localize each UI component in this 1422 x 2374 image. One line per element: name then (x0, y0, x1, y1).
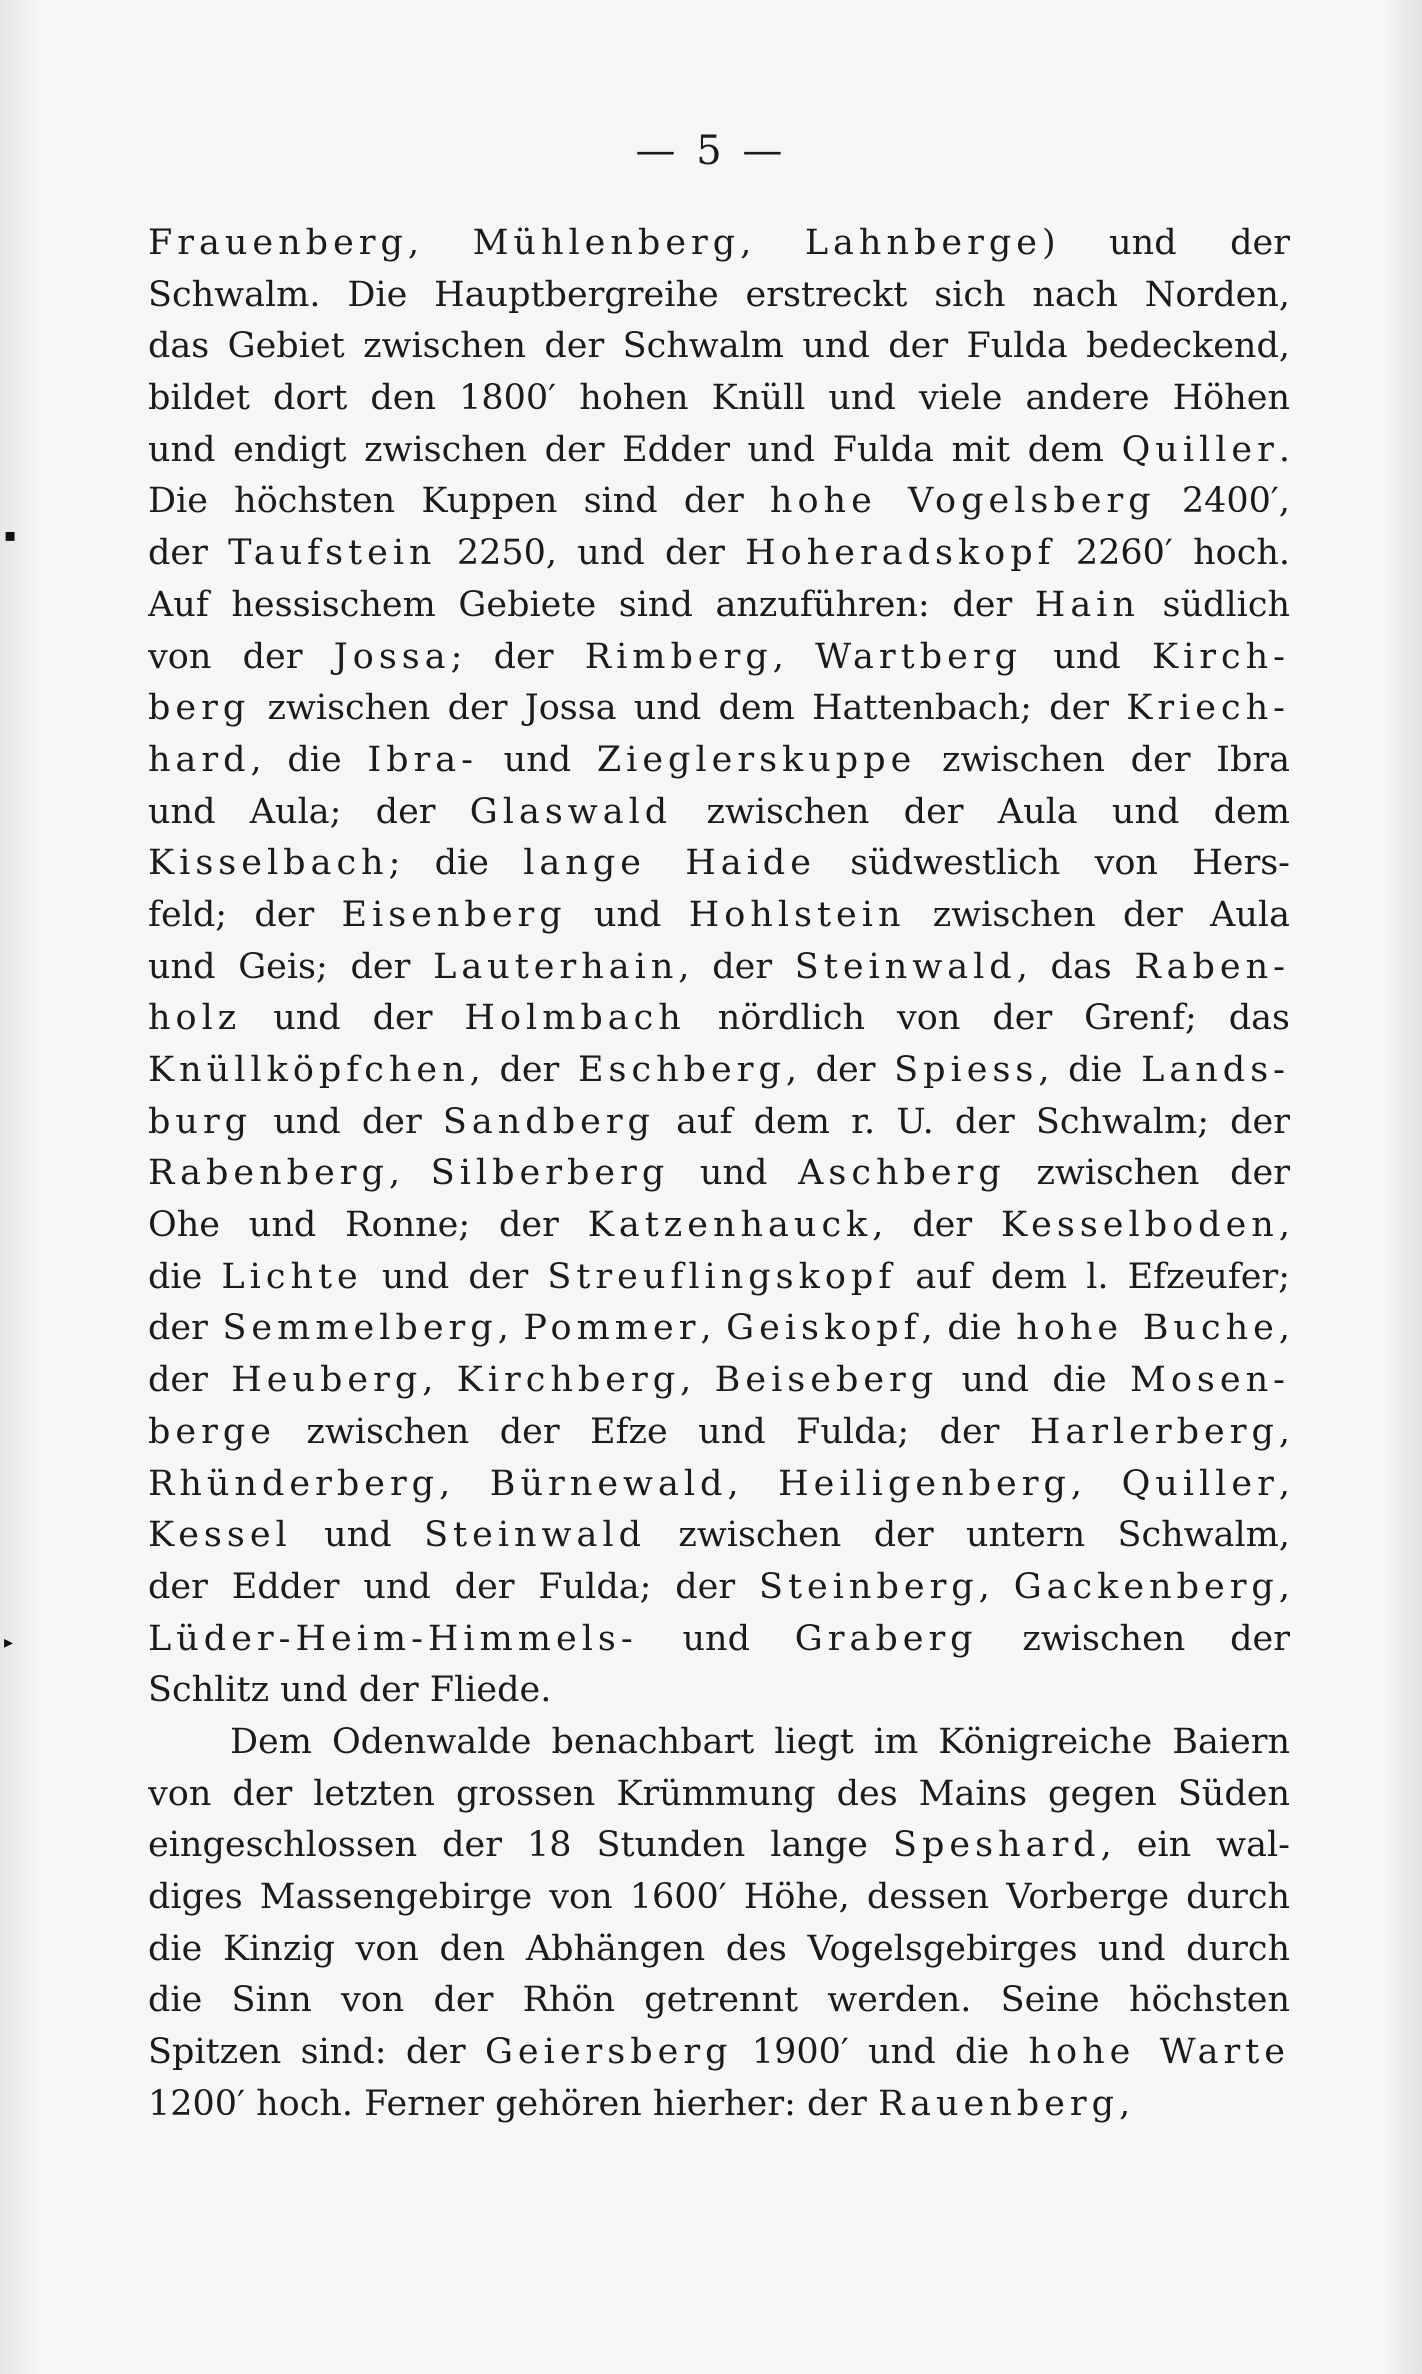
spaced-term: Kesselboden (1000, 1205, 1279, 1246)
text-run: , (1278, 1411, 1290, 1452)
spaced-term: lange Haide (523, 843, 816, 884)
spaced-term: Steinberg (758, 1566, 979, 1607)
spaced-term: Steinwald (424, 1515, 646, 1556)
spaced-term: Steinwald (794, 946, 1017, 987)
text-run: , ein wal- (1100, 1825, 1290, 1866)
text-line (148, 1303, 1290, 1355)
text-run: der Edder und der Fulda; der (148, 1566, 759, 1607)
text-run: und endigt zwischen der Edder und Fulda mit dem (148, 429, 1122, 470)
spaced-term: Geiersberg (484, 2032, 733, 2073)
text-run: und (669, 1153, 799, 1194)
text-line (148, 787, 1290, 839)
text-run: und der (241, 998, 465, 1039)
text-run: und (637, 1618, 795, 1659)
text-line (148, 993, 1290, 1045)
text-line (148, 1097, 1290, 1149)
spaced-term: Rimberg (584, 636, 773, 677)
text-line (148, 1407, 1290, 1459)
text-line (148, 1769, 1290, 1821)
spaced-term: Lahnberge (804, 223, 1042, 263)
text-run: nördlich von der Grenf; das (685, 998, 1290, 1039)
text-line (148, 425, 1290, 477)
spaced-term: Heuberg (231, 1360, 423, 1401)
body-text (148, 218, 1290, 2130)
text-run: , der (872, 1205, 1001, 1246)
spaced-term: Mosen- (1130, 1360, 1290, 1401)
text-run: , (388, 1153, 431, 1194)
spaced-term: Jossa (333, 636, 451, 677)
text-run: , (772, 636, 816, 677)
text-run: Spitzen sind: der (148, 2032, 485, 2073)
text-line (148, 1820, 1290, 1872)
text-line (148, 1562, 1290, 1614)
spaced-term: Katzenhauck (587, 1205, 873, 1246)
spaced-term: Holmbach (464, 998, 686, 1039)
text-run: Dem Odenwalde benachbart liegt im Königreiche Baiern (230, 1721, 1290, 1762)
spaced-term: Pommer (523, 1308, 701, 1349)
spaced-term: Wartberg (815, 636, 1022, 677)
page-number: — 5 — (635, 128, 787, 174)
text-run: Ohe und Ronne; der (148, 1205, 588, 1246)
text-run: der (148, 1308, 223, 1349)
text-run: zwischen der (977, 1618, 1290, 1659)
text-run: der (148, 1360, 232, 1401)
text-run: und (1021, 636, 1152, 677)
spaced-term: Kirch- (1151, 636, 1290, 677)
text-line (148, 373, 1290, 425)
text-run: , die (921, 1308, 1017, 1349)
spaced-term: Gackenberg (1013, 1566, 1279, 1607)
spaced-term: Zieglerskuppe (596, 739, 917, 780)
spaced-term: Kriech- (1126, 688, 1290, 729)
text-run: zwischen der untern Schwalm, (645, 1515, 1290, 1556)
text-run: der (148, 533, 229, 574)
text-run: , das (1016, 946, 1135, 987)
text-run: und die (938, 1360, 1131, 1401)
text-run: , (1278, 1308, 1290, 1349)
text-run: und (291, 1515, 425, 1556)
text-run: 2250, und der (436, 533, 746, 574)
text-run: die Sinn von der Rhön getrennt werden. Seine höchsten (148, 1980, 1290, 2021)
spaced-term: Kirchberg (456, 1360, 681, 1401)
text-line (148, 1975, 1290, 2027)
text-run: und (477, 739, 597, 780)
text-run: Die höchsten Kuppen sind der (148, 481, 770, 522)
text-run: und Aula; der (148, 791, 470, 832)
text-line (148, 735, 1290, 787)
text-run: eingeschlossen der 18 Stunden lange (148, 1825, 893, 1866)
spaced-term: Quiller (1121, 429, 1279, 470)
text-line (148, 580, 1290, 632)
text-run: , die (250, 739, 368, 780)
text-line (148, 1459, 1290, 1511)
spaced-term: Ibra- (367, 739, 478, 780)
text-run: zwischen der Jossa und dem Hattenbach; der (250, 688, 1127, 729)
spaced-term: Hohlstein (688, 894, 906, 935)
spaced-term: Frauenberg (148, 223, 408, 263)
text-line (148, 218, 1290, 270)
text-run: und der (362, 1256, 548, 1297)
text-run: , (407, 223, 473, 263)
spaced-term: Silberberg (430, 1153, 670, 1194)
text-run: zwischen der Aula und dem (672, 791, 1290, 832)
text-run: , der (469, 1050, 578, 1090)
text-run: , (1278, 1205, 1290, 1246)
spaced-term: Harlerberg (1029, 1411, 1279, 1452)
spaced-term: Rhünderberg (148, 1463, 440, 1504)
text-run: , (422, 1360, 457, 1401)
text-run: 2400′, (1155, 481, 1290, 522)
spaced-term: Sandberg (442, 1101, 655, 1142)
text-line (148, 683, 1290, 735)
text-run: bildet dort den 1800′ hohen Knüll und viele andere Höhen (148, 378, 1290, 419)
text-run: , (1070, 1463, 1122, 1504)
spaced-term: Bürnewald (489, 1463, 728, 1504)
spaced-term: hohe Vogelsberg (769, 481, 1156, 522)
spaced-term: Geiskopf (726, 1308, 922, 1349)
text-run: auf dem l. Efzeufer; (896, 1256, 1290, 1297)
spaced-term: Mühlenberg (472, 223, 741, 263)
text-run: ) und der (1041, 223, 1290, 263)
text-run: die (148, 1256, 222, 1297)
spaced-term: hohe Buche (1016, 1308, 1279, 1349)
text-line (148, 321, 1290, 373)
spaced-term: Heiligenberg (778, 1463, 1071, 1504)
text-run: , der (678, 946, 795, 987)
text-run: , (727, 1463, 779, 1504)
text-line (148, 476, 1290, 528)
text-line (148, 1252, 1290, 1304)
text-line (148, 1614, 1290, 1666)
text-run: , (1278, 1566, 1290, 1607)
spaced-term: Rauenberg (877, 2083, 1120, 2124)
text-run: und der (252, 1101, 443, 1142)
text-run: zwischen der Aula (905, 894, 1290, 935)
spaced-term: Kessel (148, 1515, 292, 1556)
spaced-term: hard (148, 739, 251, 780)
spaced-term: Raben- (1134, 946, 1290, 987)
margin-mark: ▸ (4, 1632, 14, 1653)
text-run: , (439, 1463, 490, 1504)
text-line (148, 528, 1290, 580)
text-line (148, 1872, 1290, 1924)
spaced-term: Semmelberg (222, 1308, 498, 1349)
text-run: südwestlich von Hers- (815, 843, 1290, 884)
text-run: Auf hessischem Gebiete sind anzuführen: der (148, 584, 1035, 625)
text-line (148, 890, 1290, 942)
text-line (148, 1200, 1290, 1252)
spaced-term: berg (148, 688, 251, 729)
text-run: , (1119, 2083, 1131, 2124)
text-run: , (700, 1308, 727, 1349)
margin-mark: ▪ (4, 525, 17, 546)
text-line (148, 838, 1290, 890)
spaced-term: Rabenberg (148, 1153, 389, 1194)
spaced-term: burg (148, 1101, 253, 1142)
spaced-term: Lands- (1141, 1050, 1290, 1090)
spaced-term: Graberg (794, 1618, 978, 1659)
spaced-term: holz (148, 998, 242, 1039)
spaced-term: Aschberg (798, 1153, 1006, 1194)
text-run: von der letzten grossen Krümmung des Mains gegen Süden (148, 1773, 1290, 1814)
spaced-term: Hoheradskopf (745, 533, 1056, 574)
text-line (148, 1148, 1290, 1200)
text-run: das Gebiet zwischen der Schwalm und der Fulda bedeckend, (148, 326, 1290, 367)
spaced-term: Streuflingskopf (547, 1256, 897, 1297)
text-line (148, 632, 1290, 684)
text-run: auf dem r. U. der Schwalm; der (654, 1101, 1290, 1142)
spaced-term: Quiller (1121, 1463, 1279, 1504)
spaced-term: hohe Warte (1028, 2032, 1290, 2073)
spaced-term: Knüllköpfchen (148, 1050, 470, 1090)
text-run: diges Massengebirge von 1600′ Höhe, dessen Vorberge durch (148, 1877, 1290, 1917)
text-line (148, 1045, 1290, 1097)
spaced-term: Hain (1034, 584, 1140, 625)
text-run: , (740, 223, 805, 263)
text-line (148, 1510, 1290, 1562)
spaced-term: Beiseberg (714, 1360, 939, 1401)
text-run: Schwalm. Die Hauptbergreihe erstreckt sich nach Norden, (148, 274, 1290, 315)
text-line (148, 1665, 1290, 1717)
text-run: 1900′ und die (732, 2032, 1029, 2073)
text-run: 1200′ hoch. Ferner gehören hierher: der (148, 2083, 878, 2124)
text-line (148, 942, 1290, 994)
text-line (148, 2027, 1290, 2079)
text-run: , der (785, 1050, 895, 1090)
text-run: , (680, 1360, 715, 1401)
text-run: zwischen der Efze und Fulda; der (275, 1411, 1030, 1452)
spaced-term: Glaswald (469, 791, 673, 832)
text-run: feld; der (148, 894, 342, 935)
spaced-term: berge (148, 1411, 276, 1452)
spaced-term: Spiess (894, 1050, 1039, 1090)
text-line (148, 1924, 1290, 1976)
spaced-term: Eisenberg (341, 894, 567, 935)
spaced-term: Kisselbach (148, 843, 389, 884)
text-run: und (566, 894, 689, 935)
spaced-term: Lüder-Heim-Himmels- (148, 1618, 638, 1659)
text-run: 2260′ hoch. (1055, 533, 1290, 574)
text-line (148, 2079, 1290, 2131)
spaced-term: Lauterhain (433, 946, 679, 987)
spaced-term: Eschberg (577, 1050, 786, 1090)
text-run: und Geis; der (148, 946, 434, 987)
spaced-term: Lichte (221, 1256, 363, 1297)
text-run: , (497, 1308, 524, 1349)
text-run: , die (1038, 1050, 1142, 1090)
text-run: , (978, 1566, 1014, 1607)
text-run: zwischen der Ibra (916, 739, 1290, 780)
text-run: zwischen der (1005, 1153, 1290, 1194)
text-line (148, 1717, 1290, 1769)
text-run: ; die (388, 843, 524, 884)
text-line (148, 270, 1290, 322)
text-run: südlich (1139, 584, 1290, 625)
text-run: . (1278, 429, 1290, 470)
text-run: die Kinzig von den Abhängen des Vogelsgebirges und durch (148, 1928, 1290, 1969)
text-run: ; der (450, 636, 585, 677)
text-run: , (1278, 1463, 1290, 1504)
text-run: Schlitz und der Fliede. (148, 1670, 552, 1711)
text-run: von der (148, 636, 334, 677)
spaced-term: Speshard (892, 1825, 1101, 1866)
spaced-term: Taufstein (228, 533, 437, 574)
text-line (148, 1355, 1290, 1407)
